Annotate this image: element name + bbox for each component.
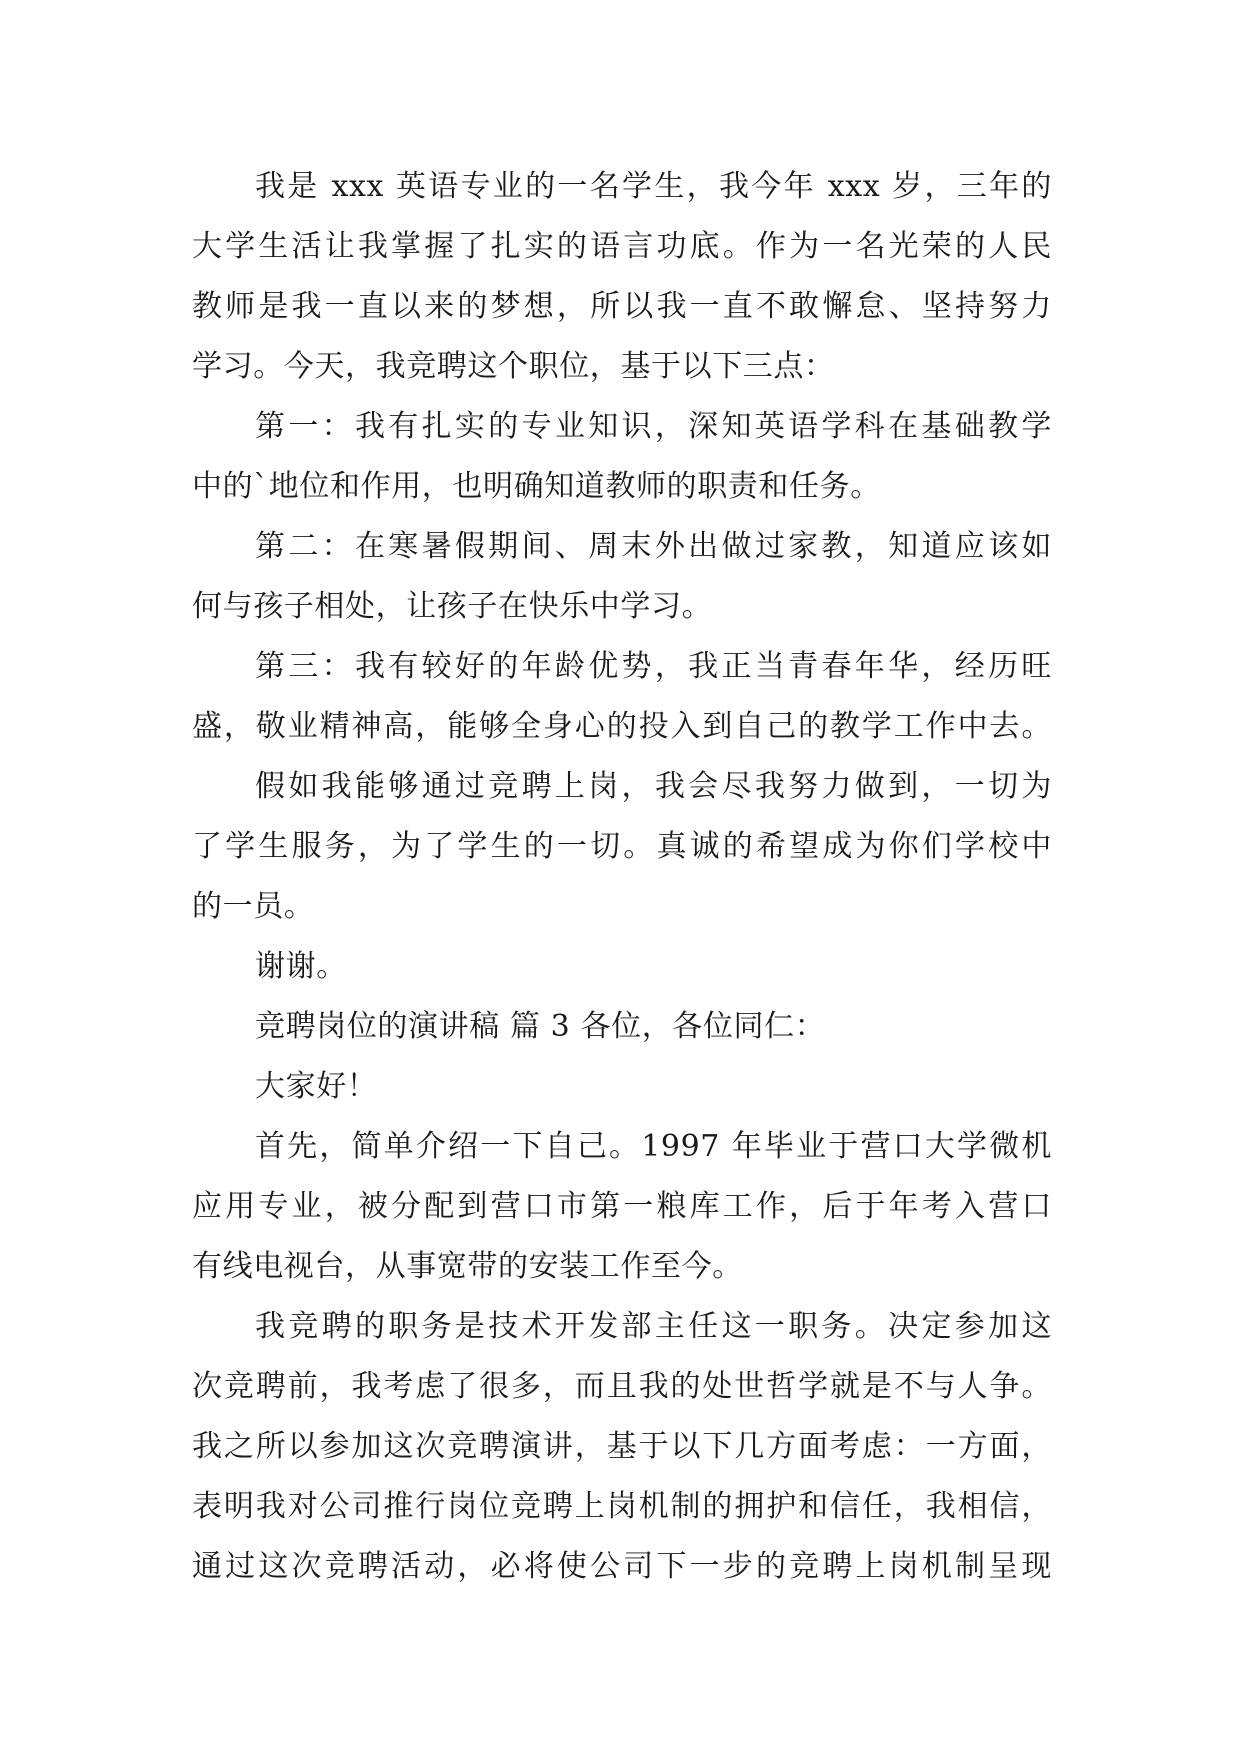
text-line: 表明我对公司推行岗位竞聘上岗机制的拥护和信任，我相信， — [192, 1489, 1052, 1524]
text-line: 我是 xxx 英语专业的一名学生，我今年 xxx 岁，三年的 — [255, 169, 1052, 204]
text-line: 了学生服务，为了学生的一切。真诚的希望成为你们学校中 — [192, 829, 1052, 864]
text-line: 竞聘岗位的演讲稿 篇 3 各位，各位同仁： — [255, 1009, 826, 1044]
text-line: 通过这次竞聘活动，必将使公司下一步的竞聘上岗机制呈现 — [192, 1549, 1052, 1584]
text-line: 大家好！ — [255, 1069, 378, 1104]
text-line: 谢谢。 — [255, 949, 347, 984]
text-line: 我竞聘的职务是技术开发部主任这一职务。决定参加这 — [255, 1309, 1052, 1344]
text-line: 学习。今天，我竞聘这个职位，基于以下三点： — [192, 349, 835, 384]
document-body — [192, 157, 1052, 1597]
text-line: 假如我能够通过竞聘上岗，我会尽我努力做到，一切为 — [255, 769, 1052, 804]
text-line: 次竞聘前，我考虑了很多，而且我的处世哲学就是不与人争。 — [192, 1369, 1052, 1404]
text-line: 首先，简单介绍一下自己。1997 年毕业于营口大学微机 — [255, 1129, 1052, 1164]
text-line: 第三：我有较好的年龄优势，我正当青春年华，经历旺 — [255, 649, 1052, 684]
text-line: 盛，敬业精神高，能够全身心的投入到自己的教学工作中去。 — [192, 709, 1052, 744]
text-line: 有线电视台，从事宽带的安装工作至今。 — [192, 1249, 743, 1284]
text-line: 教师是我一直以来的梦想，所以我一直不敢懈怠、坚持努力 — [192, 289, 1052, 324]
text-line: 我之所以参加这次竞聘演讲，基于以下几方面考虑：一方面， — [192, 1429, 1052, 1464]
text-line: 中的`地位和作用，也明确知道教师的职责和任务。 — [192, 469, 881, 504]
text-line: 的一员。 — [192, 889, 315, 924]
text-line: 第二：在寒暑假期间、周末外出做过家教，知道应该如 — [255, 529, 1052, 564]
text-line: 何与孩子相处，让孩子在快乐中学习。 — [192, 589, 713, 624]
text-line: 第一：我有扎实的专业知识，深知英语学科在基础教学 — [255, 409, 1052, 444]
text-line: 大学生活让我掌握了扎实的语言功底。作为一名光荣的人民 — [192, 229, 1052, 264]
text-line: 应用专业，被分配到营口市第一粮库工作，后于年考入营口 — [192, 1189, 1052, 1224]
